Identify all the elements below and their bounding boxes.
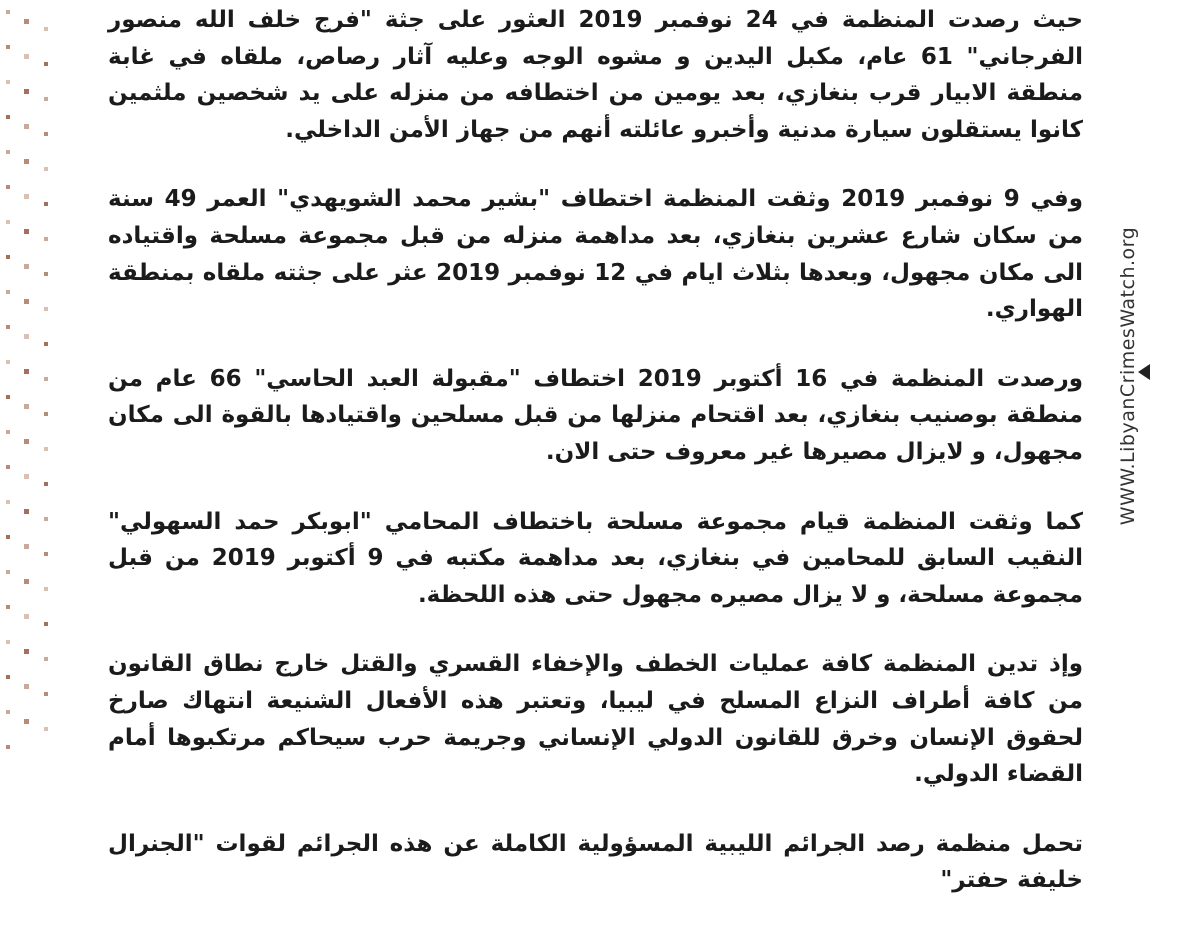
- decorative-dot-border: [0, 0, 80, 750]
- website-url: WWW.LibyanCrimesWatch.org: [1117, 226, 1139, 526]
- border-dot: [44, 97, 48, 101]
- border-dot: [24, 369, 29, 374]
- border-dot: [6, 430, 10, 434]
- document-body: [108, 2, 1083, 932]
- border-dot: [6, 570, 10, 574]
- border-dot: [44, 412, 48, 416]
- border-dot: [24, 334, 29, 339]
- border-dot: [44, 377, 48, 381]
- border-dot: [44, 622, 48, 626]
- border-dot: [6, 45, 10, 49]
- border-dot: [24, 684, 29, 689]
- border-dot: [44, 62, 48, 66]
- border-dot: [44, 447, 48, 451]
- paragraph-shuwaihdi: وفي 9 نوفمبر 2019 وثقت المنظمة اختطاف "بشير محمد الشويهدي" العمر 49 سنة من سكان شارع عشرين بنغازي، بعد مداهمة منزله من قبل مجموعة مسلحة واقتياده الى مكان مجهول، وبعدها بثلاث ايام في 12 نوفمبر 2019 عثر على جثته ملقاه بمنطقة الهواري.: [108, 186, 1083, 323]
- border-dot: [44, 342, 48, 346]
- border-dot: [24, 614, 29, 619]
- border-dot: [6, 150, 10, 154]
- border-dot: [24, 264, 29, 269]
- border-dot: [44, 202, 48, 206]
- border-dot: [6, 185, 10, 189]
- paragraph-hassi: ورصدت المنظمة في 16 أكتوبر 2019 اختطاف "مقبولة العبد الحاسي" 66 عام من منطقة بوصنيب بنغازي، بعد اقتحام منزلها من قبل مسلحين واقتيادها بالقوة الى مكان مجهول، و لايزال مصيرها غير معروف حتى الان.: [108, 365, 1083, 465]
- border-dot: [6, 500, 10, 504]
- border-dot: [6, 115, 10, 119]
- border-dot: [24, 474, 29, 479]
- border-dot: [44, 237, 48, 241]
- border-dot: [44, 482, 48, 486]
- border-dot: [6, 745, 10, 749]
- border-dot: [6, 605, 10, 609]
- border-dot: [44, 307, 48, 311]
- border-dot: [44, 692, 48, 696]
- border-dot: [44, 167, 48, 171]
- paragraph-condemnation: وإذ تدين المنظمة كافة عمليات الخطف والإخفاء القسري والقتل خارج نطاق القانون من كافة أطراف النزاع المسلح في ليبيا، وتعتبر هذه الأفعال الشنيعة انتهاك صارخ لحقوق الإنسان وخرق للقانون الدولي الإنساني وجريمة حرب سيحاكم مرتكبوها أمام القضاء الدولي.: [108, 651, 1083, 788]
- border-dot: [6, 360, 10, 364]
- paragraph-farjani: حيث رصدت المنظمة في 24 نوفمبر 2019 العثور على جثة "فرج خلف الله منصور الفرجاني" 61 عام، مكبل اليدين و مشوه الوجه وعليه آثار رصاص، ملقاه في غابة منطقة الابيار قرب بنغازي، بعد يومين من اختطافه من منزله على يد شخصين ملثمين كانوا يستقلون سيارة مدنية وأخبرو عائلته أنهم من جهاز الأمن الداخلي.: [108, 7, 1083, 143]
- paragraph-sahouli: كما وثقت المنظمة قيام مجموعة مسلحة باختطاف المحامي "ابوبكر حمد السهولي" النقيب السابق للمحامين في بنغازي، بعد مداهمة مكتبه في 9 أكتوبر 2019 من قبل مجموعة مسلحة، و لا يزال مصيره مجهول حتى هذه اللحظة.: [108, 508, 1083, 608]
- border-dot: [24, 194, 29, 199]
- border-dot: [6, 290, 10, 294]
- border-dot: [6, 255, 10, 259]
- border-dot: [44, 727, 48, 731]
- border-dot: [6, 220, 10, 224]
- border-dot: [6, 325, 10, 329]
- border-dot: [44, 27, 48, 31]
- border-dot: [24, 404, 29, 409]
- border-dot: [24, 544, 29, 549]
- border-dot: [24, 159, 29, 164]
- border-dot: [6, 395, 10, 399]
- border-dot: [24, 54, 29, 59]
- border-dot: [24, 89, 29, 94]
- border-dot: [24, 439, 29, 444]
- border-dot: [24, 509, 29, 514]
- border-dot: [44, 552, 48, 556]
- border-dot: [24, 124, 29, 129]
- border-dot: [24, 229, 29, 234]
- border-dot: [24, 19, 29, 24]
- border-dot: [44, 272, 48, 276]
- border-dot: [44, 517, 48, 521]
- triangle-arrow-icon: [1138, 364, 1150, 380]
- border-dot: [6, 675, 10, 679]
- border-dot: [44, 587, 48, 591]
- border-dot: [6, 80, 10, 84]
- paragraph-responsibility: تحمل منظمة رصد الجرائم الليبية المسؤولية الكاملة عن هذه الجرائم لقوات "الجنرال خليفة حفتر": [108, 830, 1083, 894]
- border-dot: [6, 710, 10, 714]
- border-dot: [44, 657, 48, 661]
- border-dot: [6, 465, 10, 469]
- border-dot: [24, 649, 29, 654]
- border-dot: [6, 10, 10, 14]
- border-dot: [44, 132, 48, 136]
- border-dot: [6, 640, 10, 644]
- border-dot: [6, 535, 10, 539]
- border-dot: [24, 579, 29, 584]
- border-dot: [24, 719, 29, 724]
- border-dot: [24, 299, 29, 304]
